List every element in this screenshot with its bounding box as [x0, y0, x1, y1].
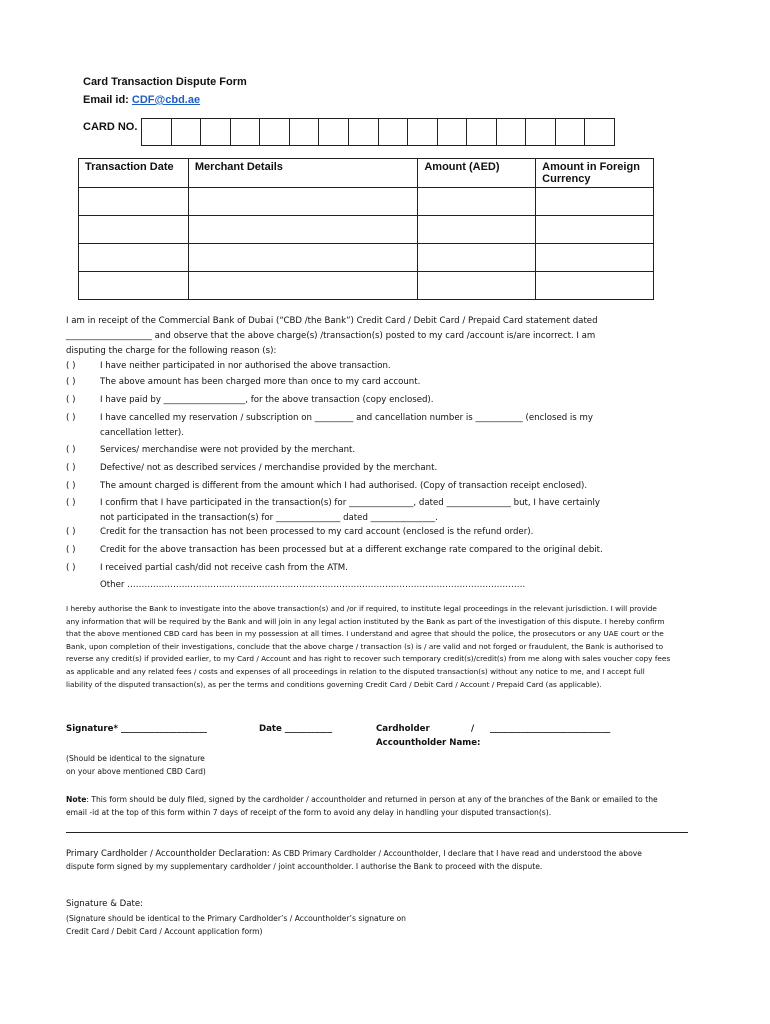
card-number-label: CARD NO.: [83, 121, 138, 133]
cell-merchant-details[interactable]: [188, 272, 417, 300]
reason-text: The above amount has been charged more than once to my card account.: [100, 377, 421, 387]
table-row: [79, 216, 654, 244]
reason-checkbox[interactable]: ( ): [66, 413, 76, 423]
reason-checkbox[interactable]: ( ): [66, 498, 76, 508]
final-signature-date-label[interactable]: Signature & Date:: [66, 899, 144, 909]
column-header-merchant-details: Merchant Details: [188, 159, 417, 188]
signature-note-line: on your above mentioned CBD Card): [66, 767, 206, 776]
final-signature-note: [66, 912, 406, 938]
reason-text: not participated in the transaction(s) for _______________ dated _______________.: [100, 513, 438, 523]
slash-separator: /: [471, 724, 475, 734]
cell-amount-foreign[interactable]: [536, 272, 654, 300]
cell-amount-aed[interactable]: [418, 244, 536, 272]
reason-text: cancellation letter).: [100, 428, 185, 438]
reason-checkbox[interactable]: ( ): [66, 481, 76, 491]
reason-checkbox[interactable]: ( ): [66, 395, 76, 405]
card-digit-box[interactable]: [438, 119, 468, 145]
note-text: : This form should be duly filed, signed by the cardholder / accountholder and returned in person at any of the branches of the Bank or emailed to the email -id at the top of this form within 7 days of receipt of the form to avoid any delay in handling your disputed transaction(s).: [66, 795, 658, 817]
column-header-transaction-date: Transaction Date: [79, 159, 189, 188]
cell-amount-foreign[interactable]: [536, 188, 654, 216]
declaration-text: As CBD Primary Cardholder / Accountholder, I declare that I have read and understood the above dispute form signed by my supplementary cardholder / joint accountholder. I authorise the Bank to proceed with the dispute.: [66, 849, 642, 871]
card-digit-box[interactable]: [349, 119, 379, 145]
reason-checkbox[interactable]: ( ): [66, 527, 76, 537]
reason-text: I have paid by ___________________, for the above transaction (copy enclosed).: [100, 395, 434, 405]
intro-paragraph: [66, 314, 666, 359]
divider: [66, 832, 688, 833]
cell-amount-aed[interactable]: [418, 216, 536, 244]
reason-checkbox[interactable]: ( ): [66, 563, 76, 573]
reason-checkbox[interactable]: ( ): [66, 445, 76, 455]
reason-text: I confirm that I have participated in the transaction(s) for _______________, dated _______________ but, I have certainly: [100, 498, 600, 508]
cell-amount-foreign[interactable]: [536, 244, 654, 272]
cell-amount-aed[interactable]: [418, 272, 536, 300]
email-link[interactable]: CDF@cbd.ae: [131, 94, 201, 106]
cell-amount-foreign[interactable]: [536, 216, 654, 244]
name-field[interactable]: ____________________________: [490, 724, 611, 734]
column-header-amount-foreign: Amount in Foreign Currency: [536, 159, 654, 188]
transaction-table: [78, 158, 654, 300]
intro-line: I am in receipt of the Commercial Bank of Dubai (“CBD /the Bank”) Credit Card / Debit Card / Prepaid Card statement dated: [66, 316, 598, 326]
card-digit-box[interactable]: [231, 119, 261, 145]
date-field[interactable]: Date ___________: [259, 724, 333, 734]
intro-line: ____________________ and observe that the above charge(s) /transaction(s) posted to my card /account is/are incorrect. I am: [66, 331, 596, 341]
card-digit-box[interactable]: [142, 119, 172, 145]
note-label: Note: [66, 795, 87, 804]
signature-field[interactable]: Signature* ____________________: [66, 724, 207, 734]
cell-merchant-details[interactable]: [188, 188, 417, 216]
declaration-lead: Primary Cardholder / Accountholder Declaration:: [66, 848, 270, 858]
cell-transaction-date[interactable]: [79, 244, 189, 272]
cell-merchant-details[interactable]: [188, 244, 417, 272]
form-title: Card Transaction Dispute Form: [83, 76, 247, 88]
cell-transaction-date[interactable]: [79, 216, 189, 244]
card-digit-box[interactable]: [408, 119, 438, 145]
card-digit-box[interactable]: [260, 119, 290, 145]
table-row: [79, 188, 654, 216]
card-digit-box[interactable]: [379, 119, 409, 145]
table-row: [79, 244, 654, 272]
cardholder-label: Cardholder: [376, 724, 430, 734]
reason-text: Credit for the above transaction has been processed but at a different exchange rate compared to the original debit.: [100, 545, 603, 555]
card-digit-box[interactable]: [497, 119, 527, 145]
reason-text: Credit for the transaction has not been processed to my card account (enclosed is the refund order).: [100, 527, 534, 537]
card-digit-box[interactable]: [290, 119, 320, 145]
final-note-line: (Signature should be identical to the Primary Cardholder’s / Accountholder’s signature on: [66, 914, 406, 923]
reason-checkbox[interactable]: ( ): [66, 463, 76, 473]
card-digit-box[interactable]: [467, 119, 497, 145]
table-row: [79, 272, 654, 300]
reason-checkbox[interactable]: ( ): [66, 361, 76, 371]
reason-text: I have neither participated in nor authorised the above transaction.: [100, 361, 391, 371]
reason-text: The amount charged is different from the amount which I had authorised. (Copy of transaction receipt enclosed).: [100, 481, 588, 491]
cell-transaction-date[interactable]: [79, 188, 189, 216]
declaration-paragraph: [66, 847, 672, 873]
email-line: [83, 94, 200, 106]
column-header-amount-aed: Amount (AED): [418, 159, 536, 188]
card-digit-box[interactable]: [526, 119, 556, 145]
signature-note: [66, 752, 206, 778]
intro-line: disputing the charge for the following reason (s):: [66, 346, 277, 356]
table-header-row: [79, 159, 654, 188]
cell-merchant-details[interactable]: [188, 216, 417, 244]
cell-transaction-date[interactable]: [79, 272, 189, 300]
email-label: Email id:: [83, 94, 132, 106]
accountholder-name-label: Accountholder Name:: [376, 738, 481, 748]
other-reason-text: Other ………………………………………………………………………………………………………………………….: [100, 580, 526, 590]
reason-checkbox[interactable]: ( ): [66, 377, 76, 387]
reason-text: I have cancelled my reservation / subscription on _________ and cancellation number is ___________ (enclosed is my: [100, 413, 593, 423]
card-digit-box[interactable]: [556, 119, 586, 145]
reason-checkbox[interactable]: ( ): [66, 545, 76, 555]
card-digit-box[interactable]: [201, 119, 231, 145]
card-digit-box[interactable]: [172, 119, 202, 145]
card-digit-box[interactable]: [319, 119, 349, 145]
reason-text: I received partial cash/did not receive cash from the ATM.: [100, 563, 348, 573]
card-digit-box[interactable]: [585, 119, 614, 145]
reason-text: Defective/ not as described services / merchandise provided by the merchant.: [100, 463, 438, 473]
reason-text: Services/ merchandise were not provided by the merchant.: [100, 445, 356, 455]
final-note-line: Credit Card / Debit Card / Account application form): [66, 927, 263, 936]
authorisation-paragraph: I hereby authorise the Bank to investigate into the above transaction(s) and /or if required, to institute legal proceedings in the relevant jurisdiction. I will provide any information that will be required by the Bank and will join in any legal action instituted by the Bank as part of the investigation of this dispute. I hereby confirm that the above mentioned CBD card has been in my possession at all times. I understand and agree that should the police, the prosecutors or any UAE court or the Bank, upon completion of their investigations, conclude that the above charge / transaction (s) is / are valid and not forged or fraudulent, the Bank is authorised to reverse any credit(s) if provided earlier, to my Card / Account and has right to recover such temporary credit(s)/credit(s) from me along with sales voucher copy fees as applicable and any related fees / costs and expenses of all proceedings in relation to the disputed transaction(s) without any notice to me, and I accept full liability of the disputed transaction(s), as per the terms and conditions governing Credit Card / Debit Card / Account / Prepaid Card (as applicable).: [66, 604, 671, 689]
note-paragraph: [66, 793, 666, 819]
signature-note-line: (Should be identical to the signature: [66, 754, 205, 763]
card-number-boxes[interactable]: [141, 118, 615, 146]
cell-amount-aed[interactable]: [418, 188, 536, 216]
